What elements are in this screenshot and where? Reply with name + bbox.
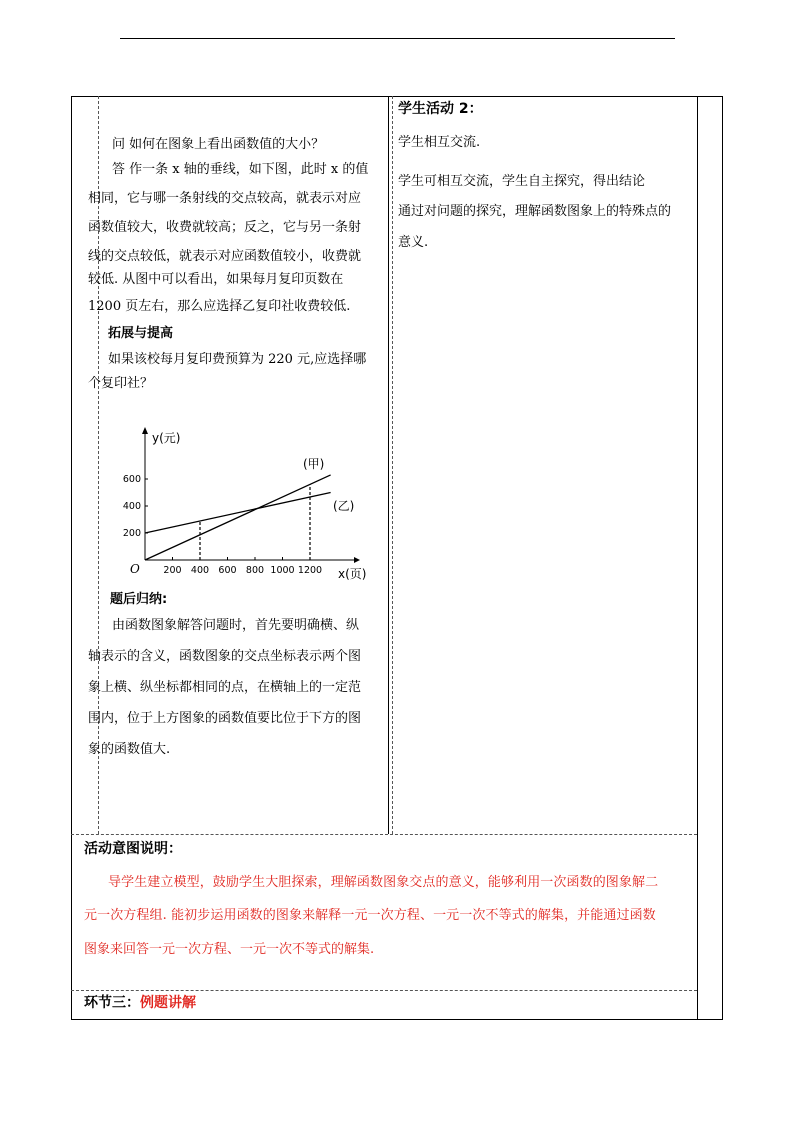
answer-line: 1200 页左右，那么应选择乙复印社收费较低. [88,299,351,314]
activity-text: 学生相互交流. [398,135,481,150]
x-axis-arrow [354,557,360,563]
summary-title: 题后归纳: [110,592,168,607]
extension-line: 个复印社？ [88,376,154,391]
section-heading [84,995,196,1011]
x-tick-label: 400 [190,565,210,576]
summary-line: 象上横、纵坐标都相同的点，在横轴上的一定范 [88,680,362,695]
activity-text: 学生可相互交流，学生自主探究，得出结论 [398,174,646,189]
series-label-jia: (甲) [303,457,325,471]
x-tick-label: 800 [245,565,265,576]
intent-line: 导学生建立模型，鼓励学生大胆探索，理解函数图象交点的意义，能够利用一次函数的图象解二 [108,875,659,890]
question-text: 问 如何在图象上看出函数值的大小？ [112,137,325,152]
extension-line: 如果该校每月复印费预算为 220 元,应选择哪 [108,352,367,367]
margin-column-line [697,96,698,1020]
x-tick-label: 200 [163,565,182,576]
x-tick-label: 1200 [297,565,323,576]
summary-line: 由函数图象解答问题时，首先要明确横、纵 [112,618,360,633]
y-tick-label: 600 [122,474,141,485]
header-rule [120,38,675,39]
extension-title: 拓展与提高 [108,326,174,341]
summary-line: 轴表示的含义，函数图象的交点坐标表示两个图 [88,649,362,664]
answer-line: 答 作一条 x 轴的垂线，如下图，此时 x 的值 [112,162,369,177]
y-axis-arrow [142,427,148,434]
x-tick-label: 600 [218,565,237,576]
series-line-2 [145,493,331,534]
y-tick-label: 200 [122,528,141,539]
x-axis-label: x(页) [338,567,367,581]
answer-line: 函数值较大，收费就较高；反之，它与另一条射 [88,220,362,235]
mid-dashed-margin [392,96,393,834]
series-label-yi: (乙) [333,499,355,513]
function-graph [108,420,374,592]
section-label: 环节三： [84,995,140,1011]
answer-line: 较低. 从图中可以看出，如果每月复印页数在 [88,272,344,287]
origin-label: O [130,562,140,576]
summary-line: 围内，位于上方图象的函数值要比位于下方的图 [88,711,362,726]
x-tick-label: 1000 [270,565,295,576]
intent-title: 活动意图说明： [84,841,182,857]
y-axis-label: y(元) [152,431,181,445]
summary-line: 象的函数值大. [88,742,171,757]
answer-line: 线的交点较低，就表示对应函数值较小，收费就 [88,249,362,264]
column-divider [388,96,389,834]
intent-line: 元一次方程组. 能初步运用函数的图象来解释一元一次方程、一元一次不等式的解集，并能通过函数 [84,908,656,923]
activity-text: 意义. [398,235,429,250]
intent-line: 图象来回答一元一次方程、一元一次不等式的解集. [84,942,375,957]
series-line-1 [145,475,331,560]
y-tick-label: 400 [122,501,141,512]
row-divider-1 [71,834,697,835]
row-divider-2 [71,990,697,991]
section-title: 例题讲解 [140,995,196,1011]
answer-line: 相同，它与哪一条射线的交点较高，就表示对应 [88,191,362,206]
activity-text: 通过对问题的探究，理解函数图象上的特殊点的 [398,204,672,219]
student-activity-title: 学生活动 2： [398,101,483,117]
